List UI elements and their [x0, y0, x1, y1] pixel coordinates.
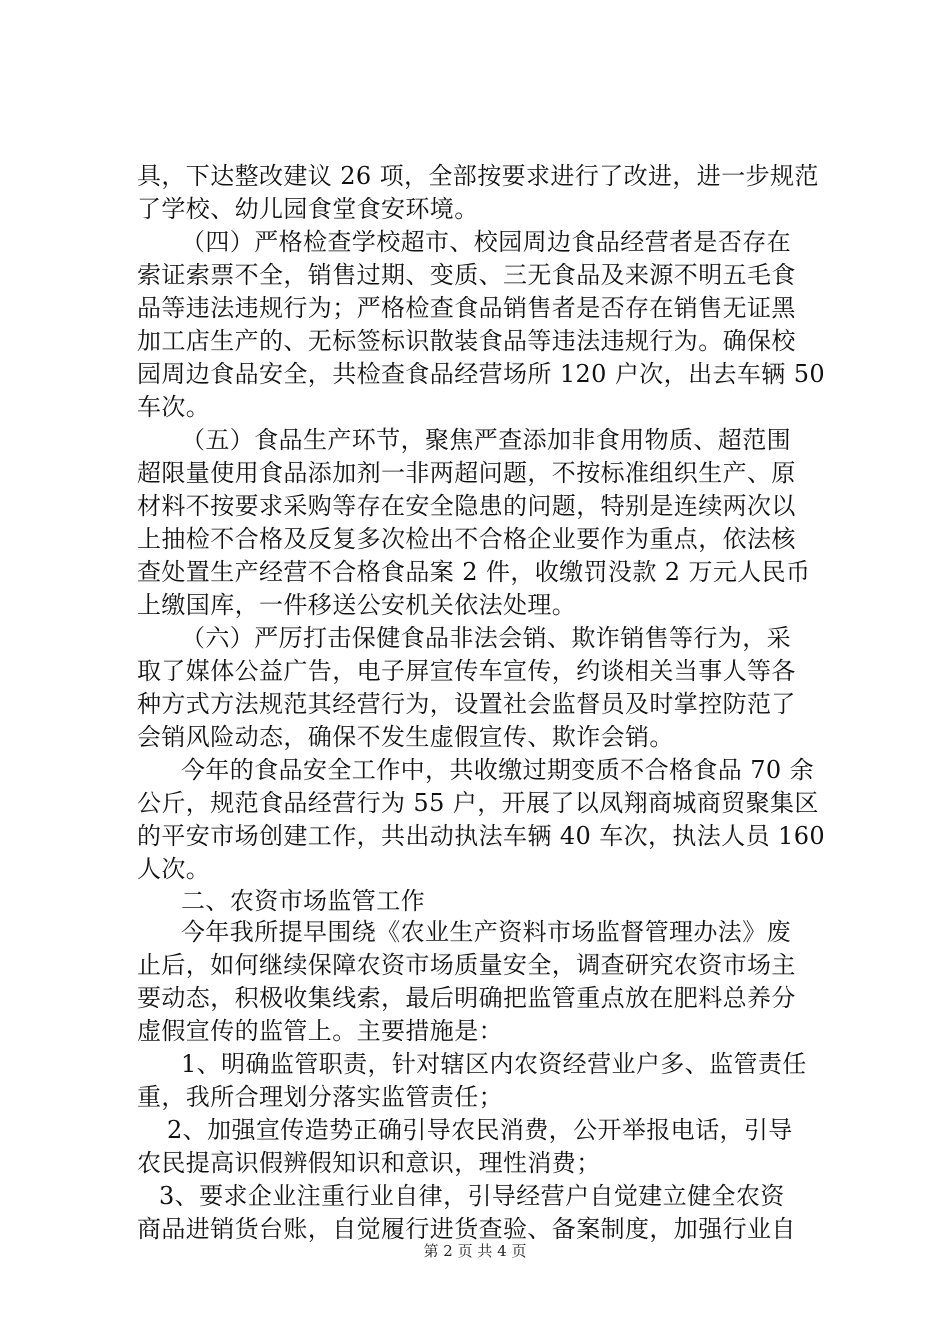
text-line: 查处置生产经营不合格食品案 2 件，收缴罚没款 2 万元人民币 [137, 558, 811, 586]
text-line: 取了媒体公益广告，电子屏宣传车宣传，约谈相关当事人等各 [137, 657, 796, 685]
section-heading-4: （四）严格检查学校超市、校园周边食品经营者是否存在 [181, 228, 791, 256]
text-line: 车次。 [137, 393, 211, 421]
text-line: 要动态，积极收集线索，最后明确把监管重点放在肥料总养分 [137, 984, 796, 1012]
document-body [137, 160, 829, 1246]
text-line: 止后，如何继续保障农资市场质量安全，调查研究农资市场主 [137, 951, 796, 979]
page-footer: 第 2 页 共 4 页 [423, 1242, 527, 1260]
section-heading-6: （六）严厉打击保健食品非法会销、欺诈销售等行为，采 [181, 624, 791, 652]
text-line: 人次。 [137, 855, 211, 883]
text-line: 重，我所合理划分落实监管责任； [137, 1083, 503, 1111]
text-line: 索证索票不全，销售过期、变质、三无食品及来源不明五毛食 [137, 261, 796, 289]
list-item-1: 1、明确监管职责，针对辖区内农资经营业户多、监管责任 [181, 1050, 807, 1078]
text-line: 超限量使用食品添加剂一非两超问题，不按标准组织生产、原 [137, 459, 796, 487]
text-line: 会销风险动态，确保不发生虚假宣传、欺诈会销。 [137, 723, 674, 751]
text-line: 具，下达整改建议 26 项，全部按要求进行了改进，进一步规范 [137, 162, 819, 190]
text-line: 种方式方法规范其经营行为，设置社会监督员及时掌控防范了 [137, 690, 796, 718]
text-line: 材料不按要求采购等存在安全隐患的问题，特别是连续两次以 [137, 492, 796, 520]
text-line: 园周边食品安全，共检查食品经营场所 120 户次，出去车辆 50 [137, 360, 826, 388]
section-heading-5: （五）食品生产环节，聚焦严查添加非食用物质、超范围 [181, 426, 791, 454]
text-line: 的平安市场创建工作，共出动执法车辆 40 车次，执法人员 160 [137, 822, 826, 850]
text-line: 商品进销货台账，自觉履行进货查验、备案制度，加强行业自 [137, 1215, 796, 1243]
paragraph-start: 今年的食品安全工作中，共收缴过期变质不合格食品 70 余 [181, 756, 814, 784]
text-line: 品等违法违规行为；严格检查食品销售者是否存在销售无证黑 [137, 294, 796, 322]
text-line: 上抽检不合格及反复多次检出不合格企业要作为重点，依法核 [137, 525, 796, 553]
text-line: 了学校、幼儿园食堂食安环境。 [137, 195, 479, 223]
section-heading-2: 二、农资市场监管工作 [181, 887, 425, 915]
text-line: 虚假宣传的监管上。主要措施是： [137, 1017, 503, 1045]
text-line: 加工店生产的、无标签标识散装食品等违法违规行为。确保校 [137, 327, 796, 355]
list-item-2: 2、加强宣传造势正确引导农民消费，公开举报电话，引导 [167, 1116, 793, 1144]
text-line: 公斤，规范食品经营行为 55 户，开展了以凤翔商城商贸聚集区 [137, 789, 819, 817]
list-item-3: 3、要求企业注重行业自律，引导经营户自觉建立健全农资 [159, 1182, 785, 1210]
text-line: 上缴国库，一件移送公安机关依法处理。 [137, 591, 577, 619]
paragraph-start: 今年我所提早围绕《农业生产资料市场监督管理办法》废 [181, 918, 791, 946]
text-line: 农民提高识假辨假知识和意识，理性消费； [137, 1149, 601, 1177]
